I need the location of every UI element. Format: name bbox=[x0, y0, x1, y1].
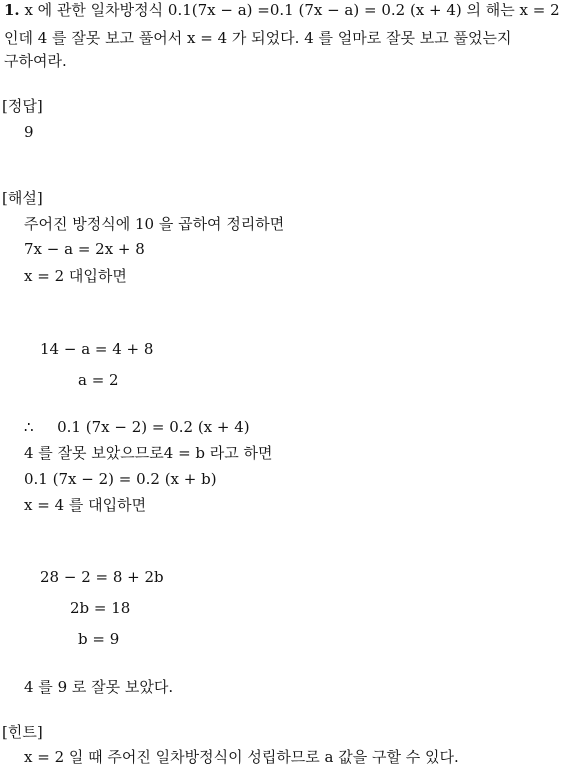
hint-header: [힌트] bbox=[2, 723, 43, 741]
therefore-icon: ∴ bbox=[24, 418, 34, 436]
solution-line-3: x = 2 대입하면 bbox=[24, 267, 127, 285]
hint-text: x = 2 일 때 주어진 일차방정식이 성립하므로 a 값을 구할 수 있다. bbox=[24, 748, 459, 766]
equation-2-line-3: b = 9 bbox=[78, 630, 120, 648]
problem-line-2: 인데 4 를 잘못 보고 풀어서 x = 4 가 되었다. 4 를 얼마로 잘못 보고 풀었는지 bbox=[4, 29, 512, 47]
problem-number: 1. bbox=[4, 1, 20, 19]
solution-line-2: 7x − a = 2x + 8 bbox=[24, 240, 145, 258]
solution-conclusion: 4 를 9 로 잘못 보았다. bbox=[24, 678, 174, 696]
problem-line-3: 구하여라. bbox=[4, 52, 67, 70]
solution-header: [해설] bbox=[2, 189, 43, 207]
equation-1-line-1: 14 − a = 4 + 8 bbox=[40, 340, 154, 358]
therefore-line bbox=[24, 417, 250, 437]
problem-text-1: x 에 관한 일차방정식 0.1(7x − a) =0.1 (7x − a) = 0.2 (x + 4) 의 해는 x = 2 bbox=[24, 1, 560, 19]
solution-line-4: 4 를 잘못 보았으므로4 = b 라고 하면 bbox=[24, 444, 273, 462]
solution-line-6: x = 4 를 대입하면 bbox=[24, 496, 147, 514]
therefore-text: 0.1 (7x − 2) = 0.2 (x + 4) bbox=[57, 418, 250, 436]
answer-header: [정답] bbox=[2, 97, 43, 115]
answer-value: 9 bbox=[24, 123, 34, 141]
problem-line-1 bbox=[4, 0, 560, 20]
solution-line-1: 주어진 방정식에 10 을 곱하여 정리하면 bbox=[24, 215, 285, 233]
equation-1-line-2: a = 2 bbox=[78, 371, 119, 389]
equation-2-line-1: 28 − 2 = 8 + 2b bbox=[40, 568, 164, 586]
equation-2-line-2: 2b = 18 bbox=[70, 599, 131, 617]
solution-line-5: 0.1 (7x − 2) = 0.2 (x + b) bbox=[24, 470, 217, 488]
